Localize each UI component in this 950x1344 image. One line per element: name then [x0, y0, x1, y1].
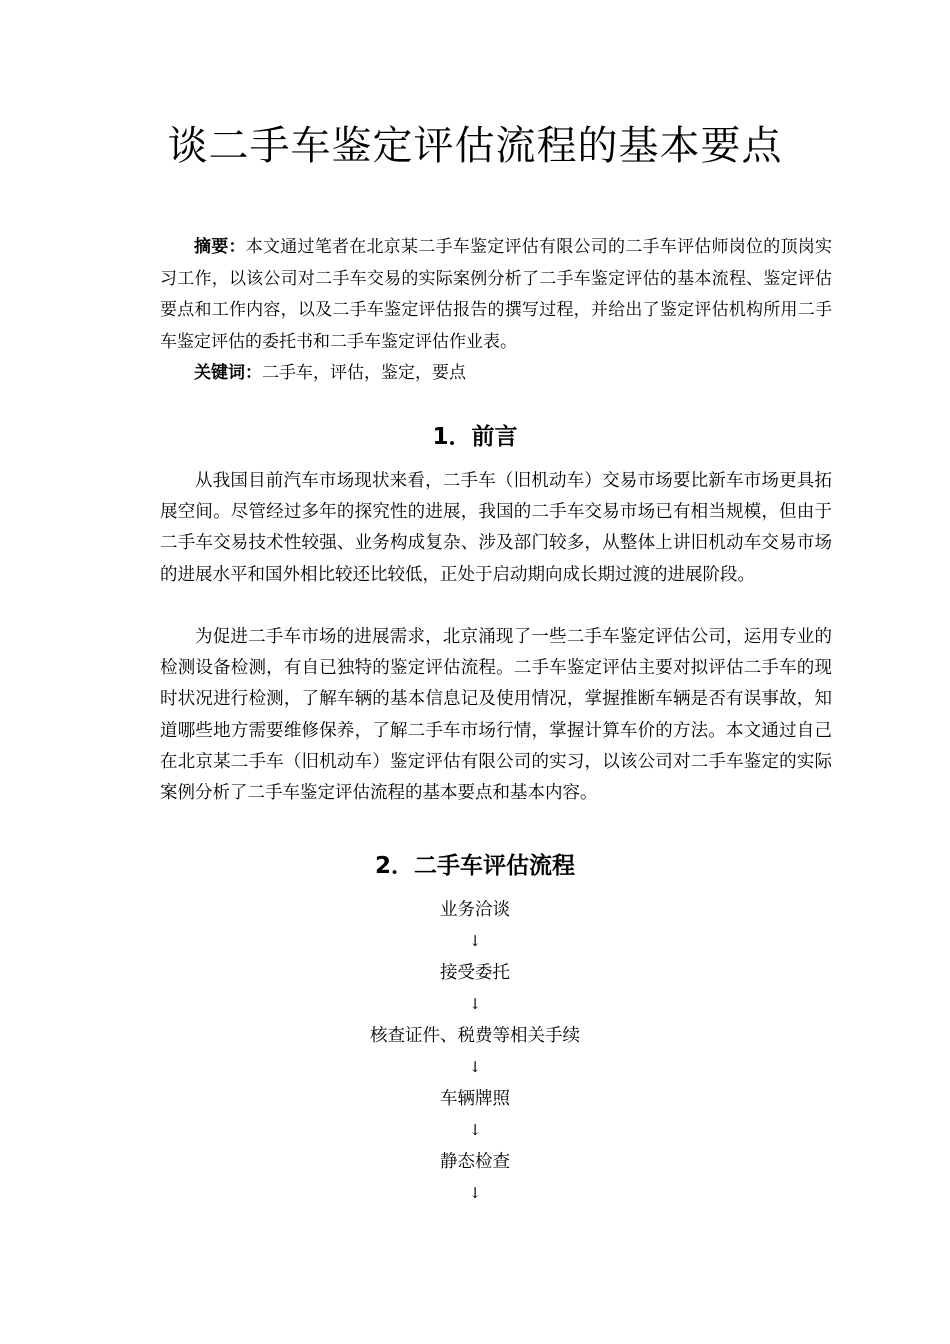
abstract-paragraph: [160, 232, 832, 358]
flow-step: 车辆牌照: [440, 1089, 510, 1109]
document-title: 谈二手车鉴定评估流程的基本要点: [167, 123, 783, 169]
down-arrow-icon: ↓: [468, 995, 482, 1013]
body-paragraph: 从我国目前汽车市场现状来看，二手车（旧机动车）交易市场要比新车市场更具拓展空间。尽管经过多年的探究性的进展，我国的二手车交易市场已有相当规模，但由于二手车交易技术性较强、业务构成复杂、涉及部门较多，从整体上讲旧机动车交易市场的进展水平和国外相比较还比较低，正处于启动期向成长期过渡的进展阶段。: [160, 471, 832, 585]
section-heading-evaluation-process: 2．二手车评估流程: [374, 853, 575, 879]
body-paragraph: 为促进二手车市场的进展需求，北京涌现了一些二手车鉴定评估公司，运用专业的检测设备检测，有自已独特的鉴定评估流程。二手车鉴定评估主要对拟评估二手车的现时状况进行检测，了解车辆的基本信息记及使用情况，掌握推断车辆是否有误事故，知道哪些地方需要维修保养，了解二手车市场行情，掌握计算车价的方法。本文通过自己在北京某二手车（旧机动车）鉴定评估有限公司的实习，以该公司对二手车鉴定的实际案例分析了二手车鉴定评估流程的基本要点和基本内容。: [160, 627, 832, 804]
down-arrow-icon: ↓: [468, 1058, 482, 1076]
keywords-label: 关键词：: [194, 363, 262, 383]
section-heading-introduction: 1．前言: [432, 424, 518, 450]
abstract-text: 本文通过笔者在北京某二手车鉴定评估有限公司的二手车评估师岗位的顶岗实习工作，以该公司对二手车交易的实际案例分析了二手车鉴定评估的基本流程、鉴定评估要点和工作内容，以及二手车鉴定评估报告的撰写过程，并给出了鉴定评估机构所用二手车鉴定评估的委托书和二手车鉴定评估作业表。: [160, 237, 832, 352]
keywords-paragraph: [160, 358, 832, 390]
flow-step: 接受委托: [440, 963, 510, 983]
flow-step: 核查证件、税费等相关手续: [370, 1026, 580, 1046]
abstract-label: 摘要：: [194, 237, 246, 257]
flow-step: 静态检查: [440, 1152, 510, 1172]
down-arrow-icon: ↓: [468, 1184, 482, 1202]
process-flowchart: [0, 896, 950, 1211]
down-arrow-icon: ↓: [468, 1121, 482, 1139]
keywords-text: 二手车，评估，鉴定，要点: [262, 363, 466, 383]
down-arrow-icon: ↓: [468, 932, 482, 950]
flow-step: 业务洽谈: [440, 900, 510, 920]
